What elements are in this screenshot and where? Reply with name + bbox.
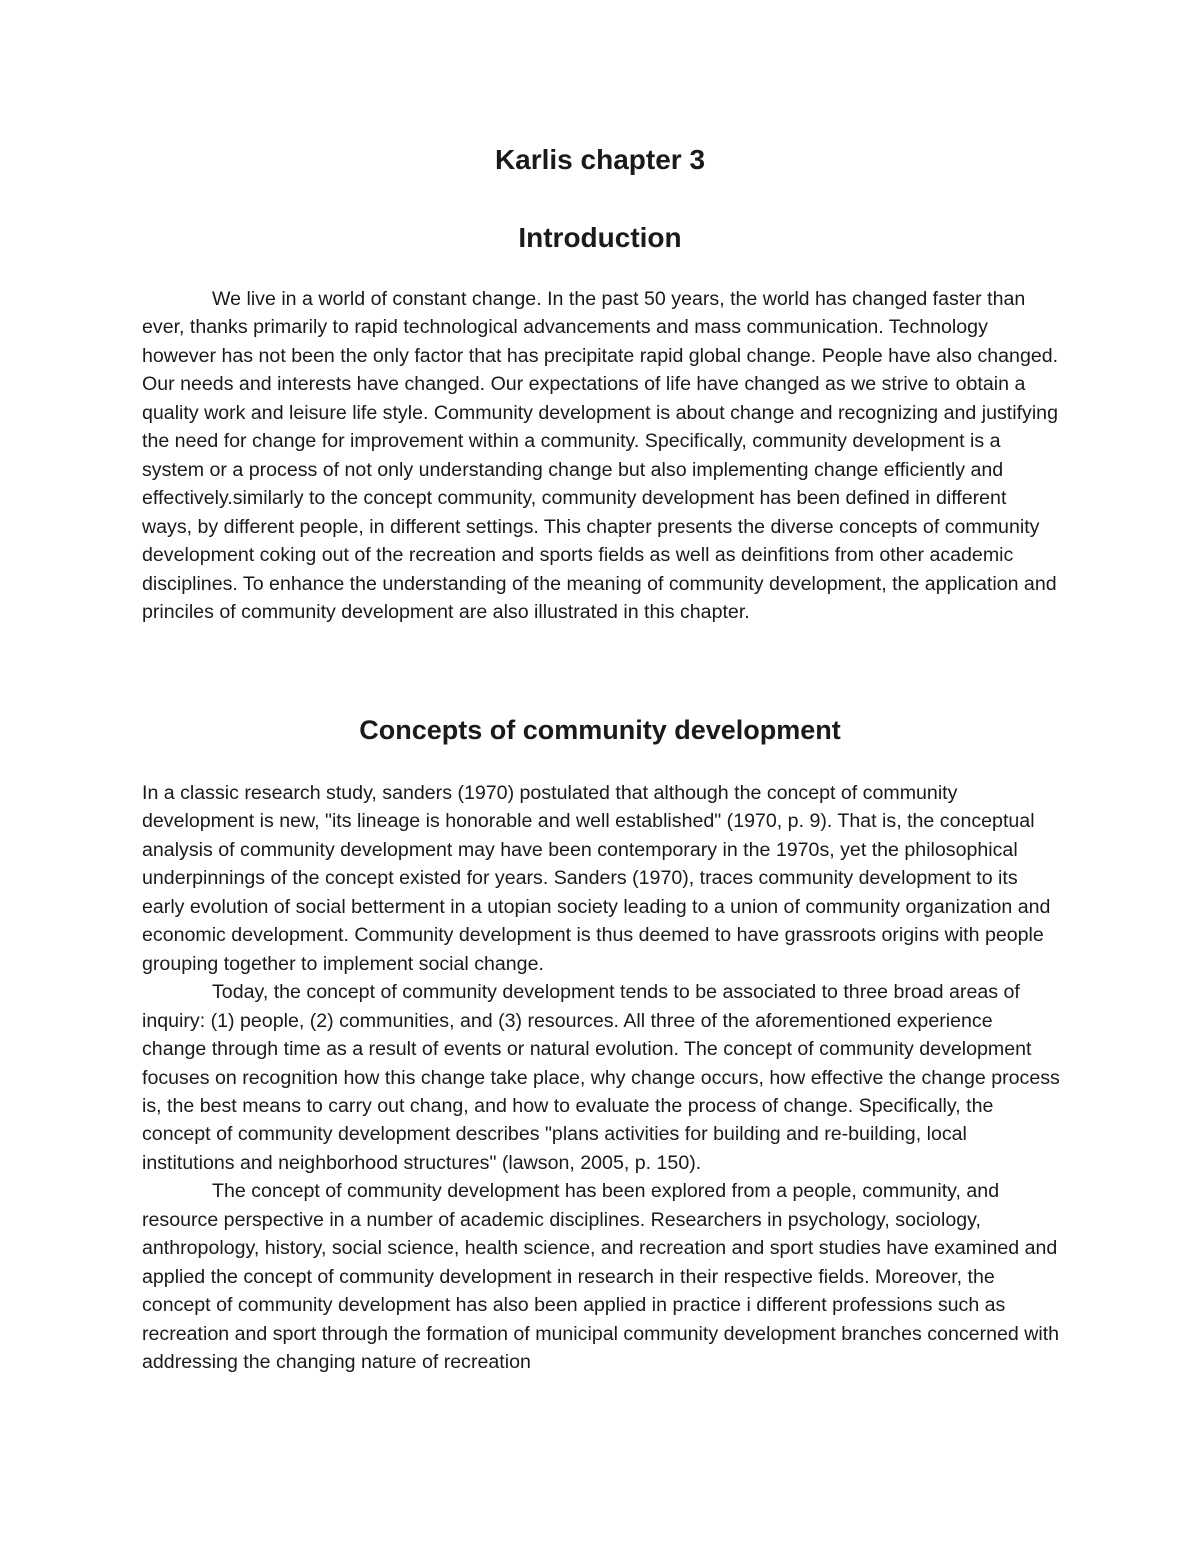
introduction-body	[142, 285, 1060, 626]
document-title: Karlis chapter 3	[494, 144, 706, 175]
concepts-paragraph-2: Today, the concept of community development tends to be associated to three broad areas of inquiry: (1) people, (2) communities, and (3) resources. All three of the aforementioned experience change through time as a result of events or natural evolution. The concept of community development focuses on recognition how this change take place, why change occurs, how effective the change process is, the best means to carry out chang, and how to evaluate the process of change. Specifically, the concept of community development describes "plans activities for building and re-building, local institutions and neighborhood structures" (lawson, 2005, p. 150).	[142, 981, 1060, 1174]
introduction-paragraph-1: We live in a world of constant change. In the past 50 years, the world has changed faster than ever, thanks primarily to rapid technological advancements and mass communication. Technology however has not been the only factor that has precipitate rapid global change. People have also changed. Our needs and interests have changed. Our expectations of life have changed as we strive to obtain a quality work and leisure life style. Community development is about change and recognizing and justifying the need for change for improvement within a community. Specifically, community development is a system or a process of not only understanding change but also implementing change efficiently and effectively.similarly to the concept community, community development has been defined in different ways, by different people, in different settings. This chapter presents the diverse concepts of community development coking out of the recreation and sports fields as well as deinfitions from other academic disciplines. To enhance the understanding of the meaning of community development, the application and princiles of community development are also illustrated in this chapter.	[142, 288, 1059, 623]
section-heading-concepts: Concepts of community development	[359, 715, 841, 745]
concepts-paragraph-3: The concept of community development has been explored from a people, community, and resource perspective in a number of academic disciplines. Researchers in psychology, sociology, anthropology, history, social science, health science, and recreation and sport studies have examined and applied the concept of community development in research in their respective fields. Moreover, the concept of community development has also been applied in practice i different professions such as recreation and sport through the formation of municipal community development branches concerned with addressing the changing nature of recreation	[142, 1180, 1060, 1374]
concepts-paragraph-1: In a classic research study, sanders (1970) postulated that although the concept of community development is new, "its lineage is honorable and well established" (1970, p. 9). That is, the conceptual analysis of community development may have been contemporary in the 1970s, yet the philosophical underpinnings of the concept existed for years. Sanders (1970), traces community development to its early evolution of social betterment in a utopian society leading to a union of community organization and economic development. Community development is thus deemed to have grassroots origins with people grouping together to implement social change.	[142, 782, 1051, 975]
section-heading-introduction: Introduction	[518, 222, 682, 253]
concepts-body	[142, 779, 1060, 1377]
